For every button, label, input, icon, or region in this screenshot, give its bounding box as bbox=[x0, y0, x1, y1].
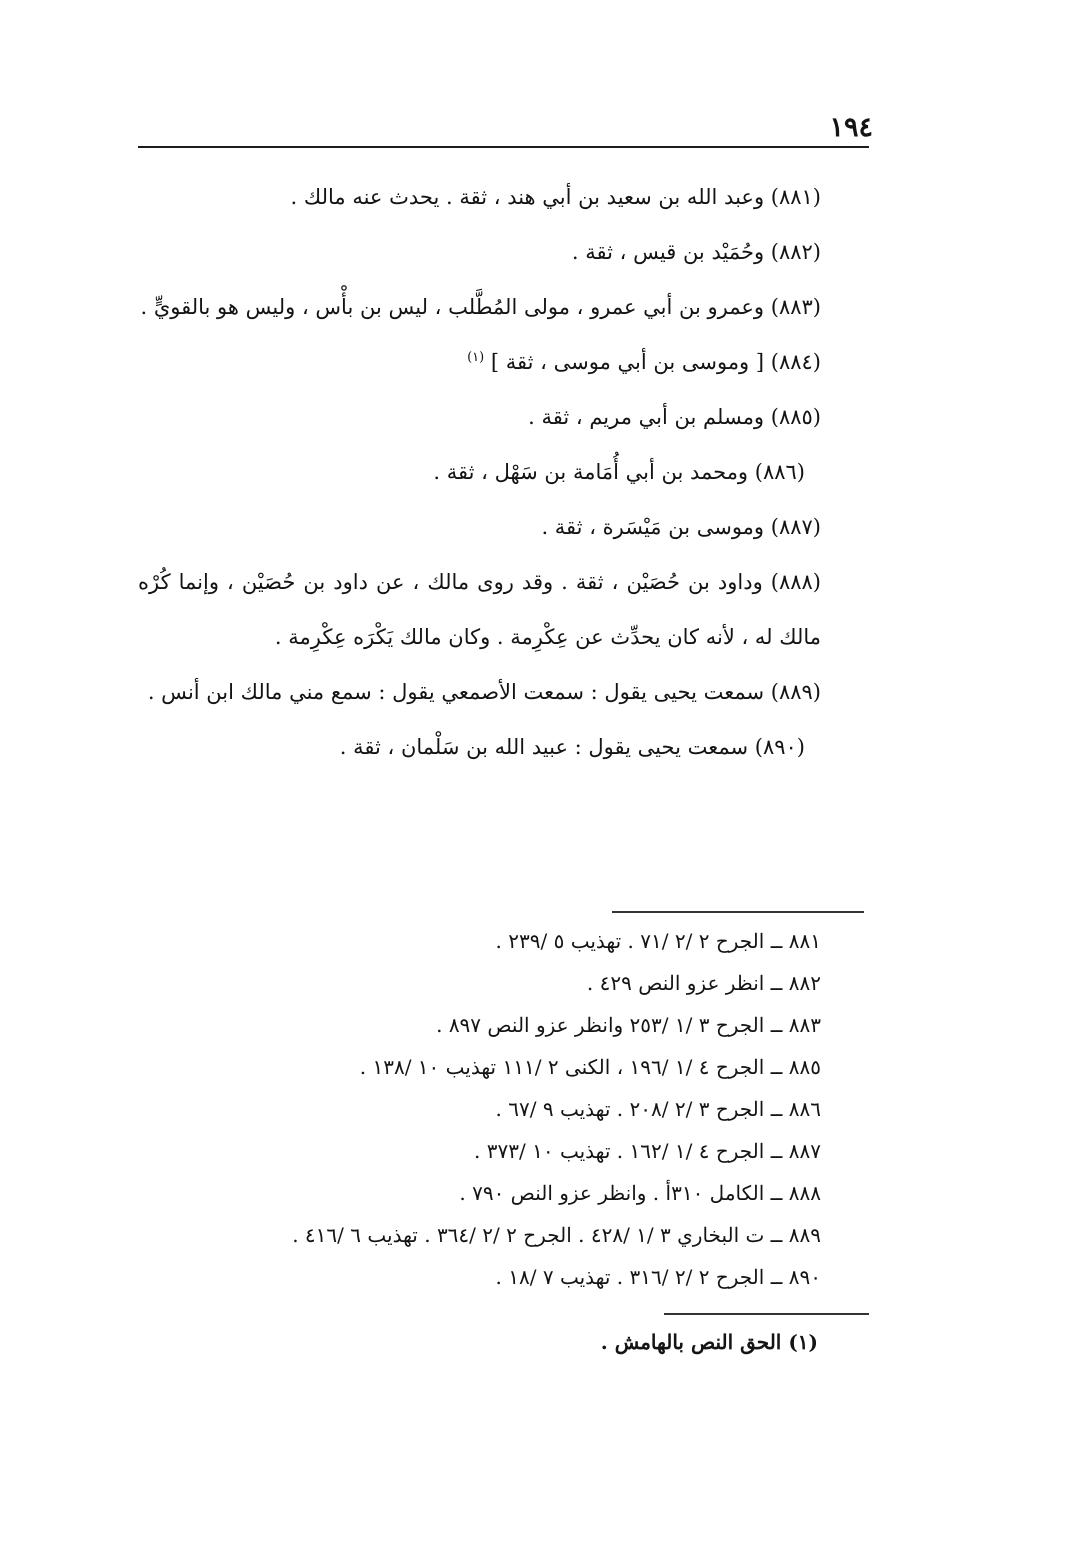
reference-item: ٨٨١ ــ الجرح ٢ /٢ /٧١ . تهذيب ٥ /٢٣٩ . bbox=[495, 929, 821, 953]
entry-884 bbox=[138, 335, 869, 390]
entry-886: (٨٨٦) ومحمد بن أبي أُمَامة بن سَهْل ، ثقة . bbox=[433, 460, 805, 484]
entry-884-text: (٨٨٤) [ وموسى بن أبي موسى ، ثقة ] bbox=[490, 350, 821, 374]
reference-item: ٨٨٣ ــ الجرح ٣ /١ /٢٥٣ وانظر عزو النص ٨٩٧ . bbox=[436, 1013, 821, 1037]
entries-list bbox=[138, 170, 869, 775]
entry-885: (٨٨٥) ومسلم بن أبي مريم ، ثقة . bbox=[528, 405, 821, 429]
reference-item: ٨٨٨ ــ الكامل ٣١٠أ . وانظر عزو النص ٧٩٠ . bbox=[459, 1181, 821, 1205]
footnote-rule bbox=[664, 1313, 869, 1315]
entry-887: (٨٨٧) وموسى بن مَيْسَرة ، ثقة . bbox=[541, 515, 821, 539]
footnote-marker: (١) bbox=[467, 350, 485, 365]
entry-888: (٨٨٨) وداود بن حُصَيْن ، ثقة . وقد روى مالك ، عن داود بن حُصَيْن ، وإنما كُرْه مالك له ، لأنه كان يحدِّث عن عِكْرِمة . وكان مالك يَكْرَه عِكْرِمة . bbox=[138, 570, 821, 649]
reference-item: ٨٩٠ ــ الجرح ٢ /٢ /٣١٦ . تهذيب ٧ /١٨ . bbox=[495, 1265, 821, 1289]
reference-item: ٨٨٩ ــ ت البخاري ٣ /١ /٤٢٨ . الجرح ٢ /٢ /٣٦٤ . تهذيب ٦ /٤١٦ . bbox=[292, 1223, 821, 1247]
header-rule bbox=[138, 146, 869, 148]
reference-item: ٨٨٦ ــ الجرح ٣ /٢ /٢٠٨ . تهذيب ٩ /٦٧ . bbox=[495, 1097, 821, 1121]
entry-882: (٨٨٢) وحُمَيْد بن قيس ، ثقة . bbox=[571, 240, 821, 264]
references-rule bbox=[612, 911, 864, 913]
footnote: (١) الحق النص بالهامش . bbox=[600, 1330, 818, 1354]
reference-item: ٨٨٥ ــ الجرح ٤ /١ /١٩٦ ، الكنى ٢ /١١١ تهذيب ١٠ /١٣٨ . bbox=[359, 1055, 821, 1079]
reference-item: ٨٨٢ ــ انظر عزو النص ٤٢٩ . bbox=[586, 971, 821, 995]
entry-889: (٨٨٩) سمعت يحيى يقول : سمعت الأصمعي يقول : سمع مني مالك ابن أنس . bbox=[147, 680, 821, 704]
reference-item: ٨٨٧ ــ الجرح ٤ /١ /١٦٢ . تهذيب ١٠ /٣٧٣ . bbox=[474, 1139, 821, 1163]
references-list bbox=[138, 920, 821, 1298]
page-number: ١٩٤ bbox=[829, 112, 873, 143]
entry-881: (٨٨١) وعبد الله بن سعيد بن أبي هند ، ثقة . يحدث عنه مالك . bbox=[290, 185, 821, 209]
entry-883: (٨٨٣) وعمرو بن أبي عمرو ، مولى المُطَّلب ، ليس بن بأْس ، وليس هو بالقويٍّ . bbox=[140, 295, 821, 319]
entry-890: (٨٩٠) سمعت يحيى يقول : عبيد الله بن سَلْمان ، ثقة . bbox=[339, 735, 805, 759]
